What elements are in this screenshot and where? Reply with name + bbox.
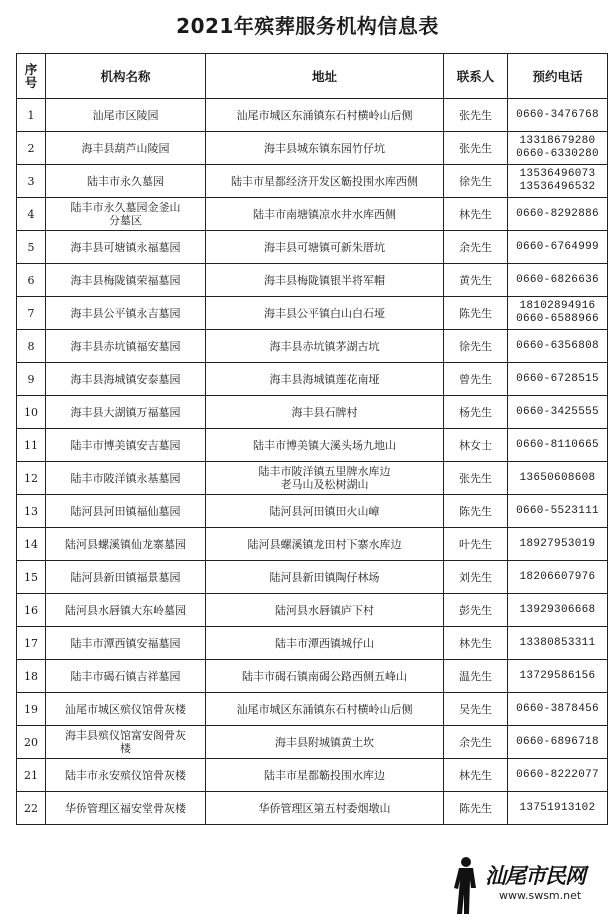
cell-phone: 18102894916 0660-6588966 — [508, 297, 608, 330]
table-row — [17, 495, 608, 528]
cell-name: 海丰县赤坑镇福安墓园 — [46, 330, 206, 363]
cell-address: 海丰县城东镇东园竹仔坑 — [206, 132, 444, 165]
header-phone: 预约电话 — [508, 54, 608, 99]
cell-contact: 林女士 — [444, 429, 508, 462]
cell-name: 陆丰市永久墓园金釜山 分墓区 — [46, 198, 206, 231]
table-row — [17, 330, 608, 363]
cell-name: 陆丰市博美镇安吉墓园 — [46, 429, 206, 462]
cell-no: 3 — [17, 165, 46, 198]
cell-name: 陆丰市陂洋镇永基墓园 — [46, 462, 206, 495]
table-row — [17, 462, 608, 495]
cell-address: 海丰县附城镇黄土坎 — [206, 726, 444, 759]
cell-phone: 0660-3425555 — [508, 396, 608, 429]
table-row — [17, 528, 608, 561]
cell-name: 海丰县葫芦山陵园 — [46, 132, 206, 165]
cell-phone: 18927953019 — [508, 528, 608, 561]
cell-contact: 陈先生 — [444, 297, 508, 330]
header-name: 机构名称 — [46, 54, 206, 99]
table-row — [17, 693, 608, 726]
cell-address: 陆河县新田镇陶仔林场 — [206, 561, 444, 594]
cell-contact: 余先生 — [444, 231, 508, 264]
cell-name: 海丰县梅陇镇荣福墓园 — [46, 264, 206, 297]
cell-no: 16 — [17, 594, 46, 627]
cell-phone: 0660-6728515 — [508, 363, 608, 396]
table-row — [17, 594, 608, 627]
header-no — [17, 54, 46, 99]
header-address: 地址 — [206, 54, 444, 99]
cell-no: 12 — [17, 462, 46, 495]
cell-contact: 余先生 — [444, 726, 508, 759]
cell-no: 4 — [17, 198, 46, 231]
cell-no: 6 — [17, 264, 46, 297]
cell-contact: 叶先生 — [444, 528, 508, 561]
cell-contact: 张先生 — [444, 99, 508, 132]
cell-contact: 徐先生 — [444, 165, 508, 198]
cell-name: 陆丰市潭西镇安福墓园 — [46, 627, 206, 660]
cell-name: 陆丰市永久墓园 — [46, 165, 206, 198]
cell-contact: 曾先生 — [444, 363, 508, 396]
cell-phone: 0660-6356808 — [508, 330, 608, 363]
cell-phone: 0660-3878456 — [508, 693, 608, 726]
cell-address: 陆丰市博美镇大溪头场九地山 — [206, 429, 444, 462]
table-body — [17, 99, 608, 825]
cell-phone: 0660-6826636 — [508, 264, 608, 297]
table-row — [17, 726, 608, 759]
cell-contact: 张先生 — [444, 132, 508, 165]
cell-contact: 温先生 — [444, 660, 508, 693]
cell-address: 海丰县海城镇莲花南垭 — [206, 363, 444, 396]
cell-contact: 徐先生 — [444, 330, 508, 363]
cell-contact: 彭先生 — [444, 594, 508, 627]
cell-name: 海丰县海城镇安泰墓园 — [46, 363, 206, 396]
table-row — [17, 759, 608, 792]
cell-no: 1 — [17, 99, 46, 132]
cell-phone: 13751913102 — [508, 792, 608, 825]
cell-name: 陆丰市碣石镇吉祥墓园 — [46, 660, 206, 693]
cell-address: 陆丰市星都经济开发区簕投围水库西侧 — [206, 165, 444, 198]
cell-phone: 0660-3476768 — [508, 99, 608, 132]
cell-no: 2 — [17, 132, 46, 165]
cell-name: 陆河县水唇镇大东岭墓园 — [46, 594, 206, 627]
cell-address: 陆河县水唇镇庐下村 — [206, 594, 444, 627]
cell-no: 22 — [17, 792, 46, 825]
cell-phone: 0660-5523111 — [508, 495, 608, 528]
table-row — [17, 264, 608, 297]
table-row — [17, 132, 608, 165]
cell-contact: 张先生 — [444, 462, 508, 495]
cell-address: 海丰县公平镇白山白石垭 — [206, 297, 444, 330]
cell-name: 陆河县螺溪镇仙龙寨墓园 — [46, 528, 206, 561]
cell-address: 汕尾市城区东涌镇东石村横岭山后侧 — [206, 99, 444, 132]
table-row — [17, 165, 608, 198]
page-title: 2021年殡葬服务机构信息表 — [176, 14, 439, 38]
table-row — [17, 396, 608, 429]
cell-address: 陆丰市潭西镇城仔山 — [206, 627, 444, 660]
cell-phone: 13318679280 0660-6330280 — [508, 132, 608, 165]
table-row — [17, 363, 608, 396]
cell-address: 陆河县河田镇田火山嶂 — [206, 495, 444, 528]
table-row — [17, 297, 608, 330]
funeral-institutions-table — [16, 53, 608, 825]
watermark-logo-text: 汕尾市民网 — [485, 863, 585, 888]
cell-contact: 林先生 — [444, 627, 508, 660]
cell-address: 海丰县可塘镇可新朱厝坑 — [206, 231, 444, 264]
table-row — [17, 231, 608, 264]
cell-contact: 吴先生 — [444, 693, 508, 726]
cell-contact: 陈先生 — [444, 792, 508, 825]
cell-no: 19 — [17, 693, 46, 726]
cell-address: 陆丰市星都簕投围水库边 — [206, 759, 444, 792]
cell-phone: 0660-8222077 — [508, 759, 608, 792]
cell-contact: 黄先生 — [444, 264, 508, 297]
cell-name: 海丰县可塘镇永福墓园 — [46, 231, 206, 264]
cell-name: 海丰县殡仪馆富安阁骨灰 楼 — [46, 726, 206, 759]
table-row — [17, 660, 608, 693]
cell-address: 华侨管理区第五村委烟墩山 — [206, 792, 444, 825]
cell-no: 18 — [17, 660, 46, 693]
cell-address: 陆丰市碣石镇南碣公路西侧五峰山 — [206, 660, 444, 693]
cell-name: 汕尾市区陵园 — [46, 99, 206, 132]
cell-no: 13 — [17, 495, 46, 528]
cell-no: 14 — [17, 528, 46, 561]
cell-name: 海丰县大湖镇万福墓园 — [46, 396, 206, 429]
cell-name: 华侨管理区福安堂骨灰楼 — [46, 792, 206, 825]
cell-name: 陆河县河田镇福仙墓园 — [46, 495, 206, 528]
walking-man-silhouette-icon — [449, 856, 483, 916]
cell-phone: 0660-8292886 — [508, 198, 608, 231]
site-watermark — [449, 856, 609, 916]
table-row — [17, 198, 608, 231]
cell-no: 17 — [17, 627, 46, 660]
table-row — [17, 627, 608, 660]
cell-name: 海丰县公平镇永吉墓园 — [46, 297, 206, 330]
cell-phone: 13380853311 — [508, 627, 608, 660]
table-row — [17, 792, 608, 825]
cell-phone: 13729586156 — [508, 660, 608, 693]
cell-phone: 0660-6764999 — [508, 231, 608, 264]
cell-no: 15 — [17, 561, 46, 594]
cell-contact: 林先生 — [444, 759, 508, 792]
cell-address: 汕尾市城区东涌镇东石村横岭山后侧 — [206, 693, 444, 726]
cell-address: 海丰县石牌村 — [206, 396, 444, 429]
table-header-row — [17, 54, 608, 99]
cell-phone: 0660-6896718 — [508, 726, 608, 759]
cell-no: 5 — [17, 231, 46, 264]
table-row — [17, 561, 608, 594]
table-row — [17, 429, 608, 462]
cell-no: 8 — [17, 330, 46, 363]
cell-contact: 陈先生 — [444, 495, 508, 528]
cell-address: 海丰县梅陇镇银半将军帽 — [206, 264, 444, 297]
cell-no: 10 — [17, 396, 46, 429]
table-row — [17, 99, 608, 132]
cell-address: 海丰县赤坑镇茅湖古坑 — [206, 330, 444, 363]
cell-address: 陆河县螺溪镇龙田村下寨水库边 — [206, 528, 444, 561]
header-contact: 联系人 — [444, 54, 508, 99]
cell-phone: 0660-8110665 — [508, 429, 608, 462]
cell-phone: 13536496073 13536496532 — [508, 165, 608, 198]
cell-phone: 13929306668 — [508, 594, 608, 627]
cell-contact: 杨先生 — [444, 396, 508, 429]
cell-contact: 林先生 — [444, 198, 508, 231]
cell-phone: 13650608608 — [508, 462, 608, 495]
cell-name: 陆河县新田镇福景墓园 — [46, 561, 206, 594]
cell-contact: 刘先生 — [444, 561, 508, 594]
cell-name: 陆丰市永安殡仪馆骨灰楼 — [46, 759, 206, 792]
cell-no: 9 — [17, 363, 46, 396]
cell-address: 陆丰市陂洋镇五里牌水库边 老马山及松树湖山 — [206, 462, 444, 495]
cell-phone: 18206607976 — [508, 561, 608, 594]
cell-address: 陆丰市南塘镇凉水井水库西侧 — [206, 198, 444, 231]
cell-no: 20 — [17, 726, 46, 759]
watermark-url: www.swsm.net — [499, 889, 582, 902]
header-no-label: 序 号 — [24, 62, 38, 90]
cell-no: 7 — [17, 297, 46, 330]
cell-no: 11 — [17, 429, 46, 462]
cell-name: 汕尾市城区殡仪馆骨灰楼 — [46, 693, 206, 726]
cell-no: 21 — [17, 759, 46, 792]
